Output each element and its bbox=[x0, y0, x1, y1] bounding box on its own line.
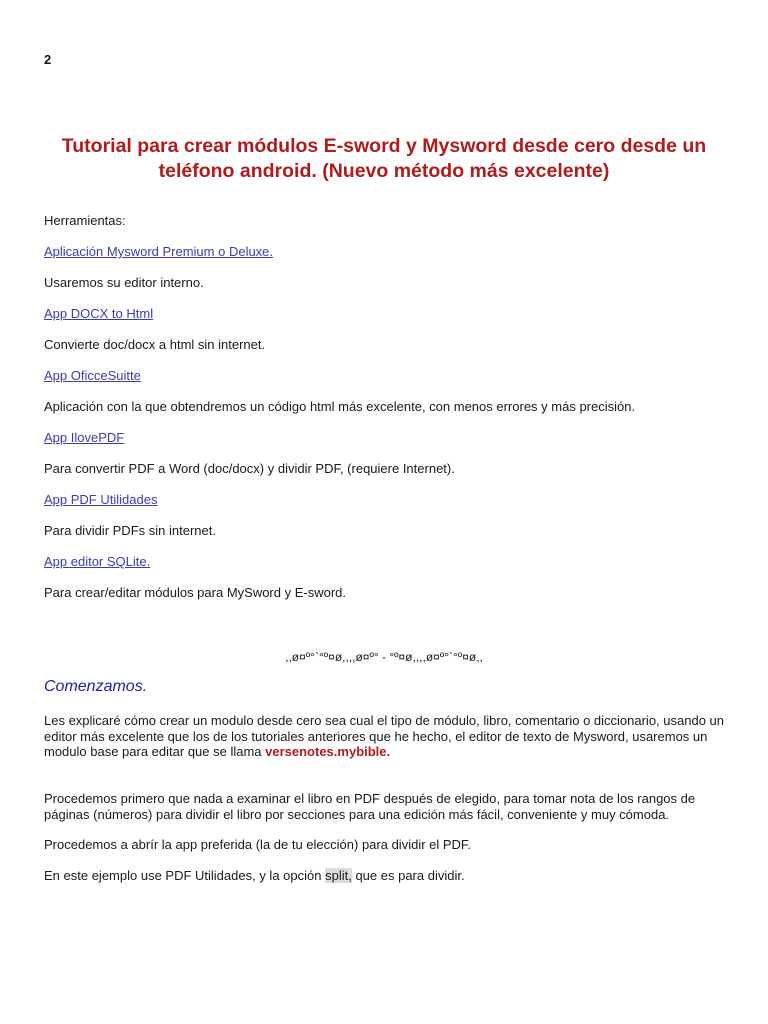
paragraph-example-before: En este ejemplo use PDF Utilidades, y la opción bbox=[44, 868, 326, 883]
tool-desc-mysword: Usaremos su editor interno. bbox=[44, 275, 204, 290]
tool-link-officesuite[interactable]: App OficceSuitte bbox=[44, 368, 141, 383]
split-highlight: split, bbox=[325, 868, 352, 883]
tool-link-docx-to-html[interactable]: App DOCX to Html bbox=[44, 306, 154, 321]
document-title: Tutorial para crear módulos E-sword y Mysword desde cero desde un teléfono android. (Nuevo método más excelente) bbox=[61, 135, 707, 182]
tool-link-sqlite-editor[interactable]: App editor SQLite. bbox=[44, 554, 151, 569]
section-heading: Comenzamos. bbox=[44, 678, 148, 695]
paragraph-examine-pdf: Procedemos primero que nada a examinar el libro en PDF después de elegido, para tomar nota de los rangos de páginas (números) para dividir el libro por secciones para una edición más fácil, conveniente y muy cómoda. bbox=[44, 791, 696, 822]
module-name-emphasis: versenotes.mybible. bbox=[265, 744, 391, 759]
tool-desc-ilovepdf: Para convertir PDF a Word (doc/docx) y dividir PDF, (requiere Internet). bbox=[44, 461, 455, 476]
tool-desc-sqlite-editor: Para crear/editar módulos para MySword y E-sword. bbox=[44, 585, 347, 600]
page-number: 2 bbox=[44, 52, 52, 67]
paragraph-open-app: Procedemos a abrír la app preferida (la de tu elección) para dividir el PDF. bbox=[44, 837, 472, 852]
tool-link-ilovepdf[interactable]: App IlovePDF bbox=[44, 430, 125, 445]
tool-desc-docx-to-html: Convierte doc/docx a html sin internet. bbox=[44, 337, 266, 352]
tool-link-mysword[interactable]: Aplicación Mysword Premium o Deluxe. bbox=[44, 244, 274, 259]
paragraph-intro bbox=[44, 713, 734, 760]
ornament-divider: ,,ø¤º°`°º¤ø,,,,ø¤º° - °º¤ø,,,,ø¤º°`°º¤ø,, bbox=[285, 650, 483, 664]
tool-desc-officesuite: Aplicación con la que obtendremos un código html más excelente, con menos errores y más precisión. bbox=[44, 399, 636, 414]
paragraph-intro-text: Les explicaré cómo crear un modulo desde cero sea cual el tipo de módulo, libro, comentario o diccionario, usando un editor más excelente que los de los tutoriales anteriores que he hecho, el editor de texto de Mysword, usaremos un modulo base para editar que se llama bbox=[44, 713, 724, 759]
paragraph-example bbox=[44, 868, 734, 884]
tool-desc-pdf-utilidades: Para dividir PDFs sin internet. bbox=[44, 523, 216, 538]
tools-label: Herramientas: bbox=[44, 213, 126, 228]
paragraph-example-after: que es para dividir. bbox=[351, 868, 465, 883]
tool-link-pdf-utilidades[interactable]: App PDF Utilidades bbox=[44, 492, 158, 507]
